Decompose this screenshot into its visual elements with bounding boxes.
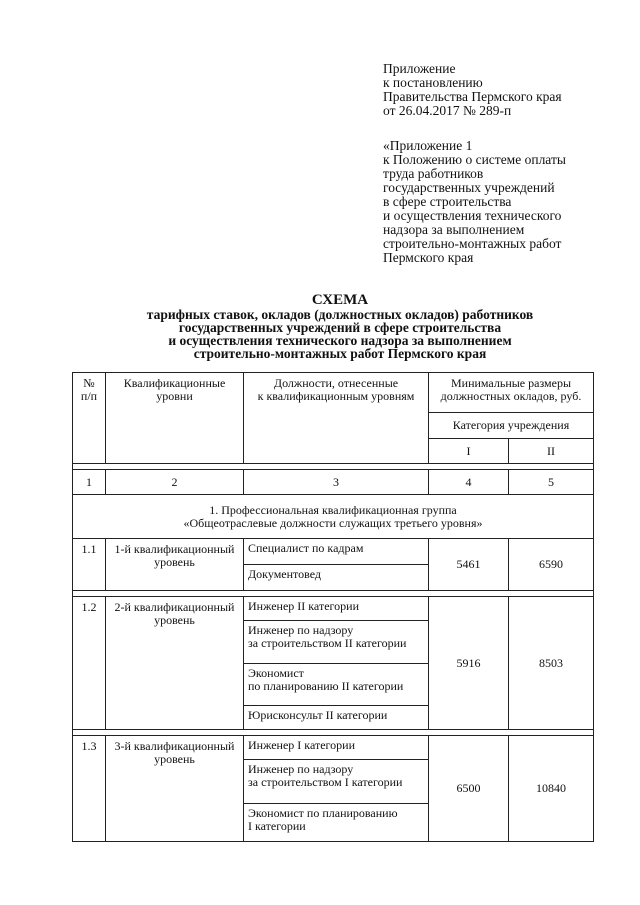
table-row [73, 597, 594, 621]
column-number: 5 [509, 470, 594, 495]
position-cell: Инженер по надзору за строительством II категории [244, 621, 429, 664]
group-row [73, 495, 594, 539]
row-level: 1-й квалификационный уровень [106, 539, 244, 591]
title-line: государственных учреждений в сфере строительства [178, 320, 502, 335]
row-level: 3-й квалификационный уровень [106, 736, 244, 842]
position-cell: Инженер I категории [244, 736, 429, 760]
salary-cat-2: 8503 [509, 597, 594, 730]
appendix-main-line: в сфере строительства [383, 194, 512, 209]
appendix-main-line: к Положению о системе оплаты [383, 152, 566, 167]
title-line: и осуществления технического надзора за выполнением [168, 333, 512, 348]
column-number: 4 [429, 470, 509, 495]
header-cat-2: II [509, 439, 594, 464]
position-cell: Инженер по надзору за строительством I категории [244, 760, 429, 804]
salary-cat-1: 5461 [429, 539, 509, 591]
table-row [73, 539, 594, 565]
position-cell: Специалист по кадрам [244, 539, 429, 565]
column-number: 1 [73, 470, 106, 495]
header-salary: Минимальные размеры должностных окладов, руб. [429, 373, 594, 413]
title-line: тарифных ставок, окладов (должностных окладов) работников [146, 307, 534, 322]
salary-cat-2: 6590 [509, 539, 594, 591]
appendix-main-line: строительно-монтажных работ [383, 236, 562, 251]
header-positions: Должности, отнесенные к квалификационным уровням [244, 373, 429, 464]
appendix-top-line: к постановлению [383, 75, 483, 90]
group-heading: 1. Профессиональная квалификационная группа «Общеотраслевые должности служащих третьего уровня» [73, 495, 594, 539]
document-title [60, 292, 620, 360]
appendix-main-line: государственных учреждений [383, 180, 555, 195]
appendix-top-line: Приложение [383, 61, 456, 76]
header-row [73, 373, 594, 413]
appendix-top-line: Правительства Пермского края [383, 89, 562, 104]
salary-cat-1: 6500 [429, 736, 509, 842]
column-number-row [73, 470, 594, 495]
title-main: СХЕМА [311, 292, 369, 308]
header-levels: Квалификационные уровни [106, 373, 244, 464]
header-cat-1: I [429, 439, 509, 464]
header-category: Категория учреждения [429, 413, 594, 439]
appendix-main-line: труда работников [383, 166, 484, 181]
row-number: 1.2 [73, 597, 106, 730]
position-cell: Юрисконсульт II категории [244, 706, 429, 730]
column-number: 3 [244, 470, 429, 495]
salary-cat-2: 10840 [509, 736, 594, 842]
appendix-main-line: «Приложение 1 [383, 138, 473, 153]
appendix-reference-top [383, 62, 562, 118]
row-number: 1.1 [73, 539, 106, 591]
header-num: № п/п [73, 373, 106, 464]
appendix-main-line: надзора за выполнением [383, 222, 525, 237]
title-line: строительно-монтажных работ Пермского края [193, 346, 487, 361]
position-cell: Документовед [244, 565, 429, 591]
appendix-main-line: Пермского края [383, 250, 474, 265]
row-number: 1.3 [73, 736, 106, 842]
position-cell: Экономист по планированию II категории [244, 664, 429, 706]
salary-cat-1: 5916 [429, 597, 509, 730]
appendix-top-line: от 26.04.2017 № 289-п [383, 103, 512, 118]
column-number: 2 [106, 470, 244, 495]
appendix-main-line: и осуществления технического [383, 208, 562, 223]
salary-table [72, 372, 594, 842]
table-row [73, 736, 594, 760]
row-level: 2-й квалификационный уровень [106, 597, 244, 730]
position-cell: Экономист по планированию I категории [244, 804, 429, 842]
position-cell: Инженер II категории [244, 597, 429, 621]
appendix-reference-main [383, 139, 566, 265]
